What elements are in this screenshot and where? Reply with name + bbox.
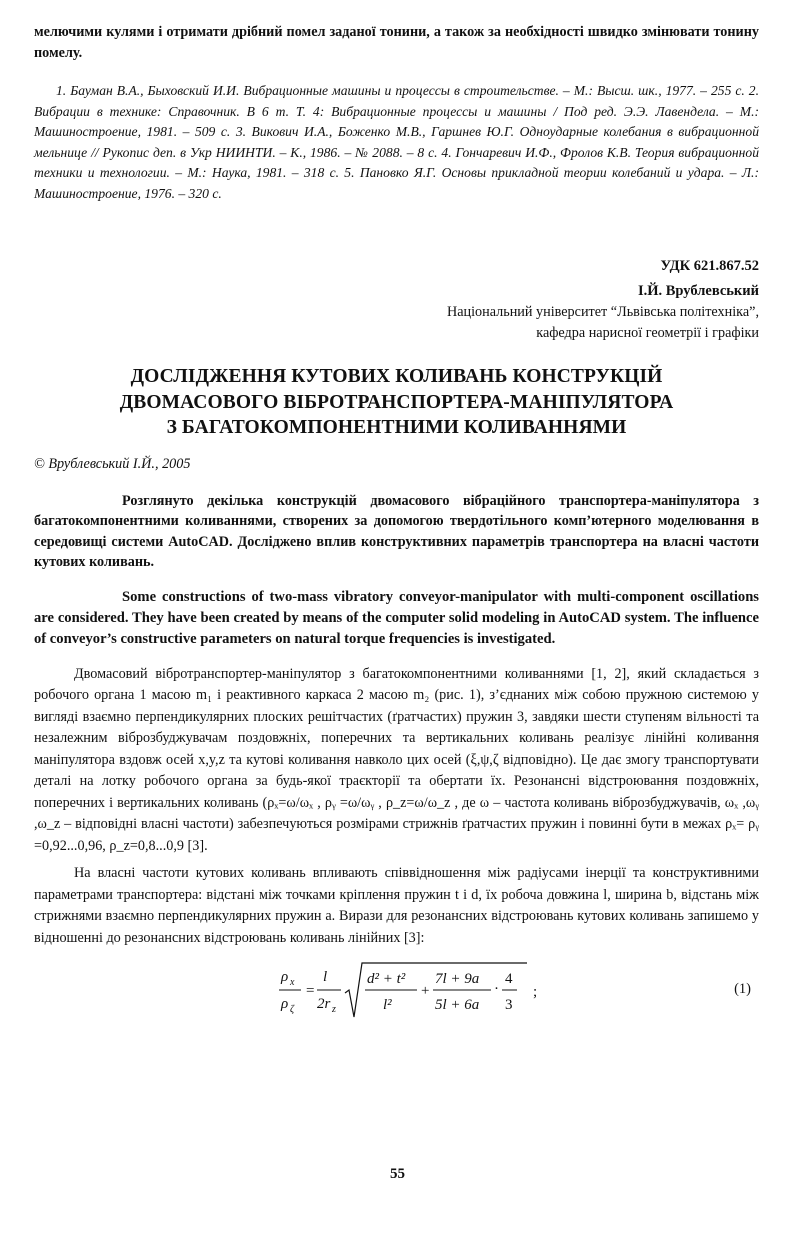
formula-coef-denominator-sub: z	[332, 1004, 336, 1015]
body-paragraph-1: Двомасовий вібротранспортер-маніпулятор з багатокомпонентними коливаннями [1, 2], який складається з робочого органа 1 масою m₁ і реактивного каркаса 2 масою m₂ (рис. 1), з’єднаних між собою пружною системою у вигляді взаємно перпендикулярних плоских решітчастих (ґратчастих) пружин 3, завдяки шести ступеням вільності та незалежним віброзбуджувачам поздовжніх, поперечних та вертикальних коливань реалізує лінійні коливання маніпулятора вздовж осей x,y,z та кутові коливання навколо цих осей (ξ,ψ,ζ відповідно). Це дає змогу транспортувати деталі на лотку робочого органа за будь-якої траєкторії та обертати їх. Резонансні відстроювання поздовжніх, поперечних і вертикальних коливань (ρₓ=ω/ωₓ , ρᵧ =ω/ωᵧ , ρ_z=ω/ω_z , де ω – частота коливань віброзбуджувачів, ωₓ ,ωᵧ ,ω_z – відповідні власні частоти) забезпечуються розмірами стрижнів ґратчастих пружин і повинні бути в межах ρₓ= ρᵧ =0,92...0,96, ρ_z=0,8...0,9 [3].	[34, 665, 759, 854]
title-line-3: З БАГАТОКОМПОНЕНТНИМИ КОЛИВАННЯМИ	[166, 417, 627, 438]
formula-lhs-denominator: ρ	[281, 996, 289, 1012]
formula-frac1-denominator: l²	[383, 997, 392, 1013]
page-number: 55	[390, 1166, 405, 1182]
references-list: 1. Бауман В.А., Быховский И.И. Вибрационные машины и процессы в строительстве. – М.: Высш. шк., 1977. – 255 с. 2. Вибрации в технике: Справочник. В 6 т. Т. 4: Вибрационные процессы и машины / Под ред. Э.Э. Лавендела. – М.: Машиностроение, 1981. – 509 с. 3. Викович И.А., Боженко М.В., Гаршнев Ю.Г. Одноударные колебания в вибрационной мельнице // Рукопис деп. в Укр НИИНТИ. – К., 1986. – № 2088. – 8 с. 4. Гончаревич И.Ф., Фролов К.В. Теория вибрационной техники и технологии. – М.: Наука, 1981. – 318 с. 5. Пановко Я.Г. Основы прикладной теории колебаний и удара. – Л.: Машиностроение, 1976. – 320 с.	[34, 83, 759, 201]
article-title	[34, 364, 759, 441]
formula-frac2-denominator: 5l + 6a	[435, 997, 480, 1013]
formula-plus: +	[421, 983, 430, 999]
affiliation-university: Національний університет “Львівська політехніка”,	[446, 304, 759, 320]
equation-number: (1)	[734, 981, 751, 997]
abstract-english: Some constructions of two-mass vibratory conveyor-manipulator with multi-component oscillations are considered. They have been created by means of the computer solid modeling in AutoCAD system. The influence of conveyor’s constructive parameters on natural torque frequencies is investigated.	[34, 588, 759, 647]
body-paragraph-2: На власні частоти кутових коливань впливають співвідношення між радіусами інерції та конструктивними параметрами транспортера: відстані між точками кріплення пружин t і d, їх робоча довжина l, ширина b, відстань між стрижнями взаємно перпендикулярних пружин a. Вирази для резонансних відстроювань кутових коливань запишемо у відношенні до резонансних відстроювань коливань лінійних [3]:	[34, 865, 759, 946]
title-line-2: ДВОМАСОВОГО ВІБРОТРАНСПОРТЕРА-МАНІПУЛЯТОРА	[119, 391, 674, 413]
affiliation-department: кафедра нарисної геометрії і графіки	[536, 325, 759, 341]
previous-article-ending: мелючими кулями і отримати дрібний помел заданої тонини, а також за необхідності швидко змінювати тонину помелу.	[34, 24, 759, 61]
title-line-1: ДОСЛІДЖЕННЯ КУТОВИХ КОЛИВАНЬ КОНСТРУКЦІЙ	[130, 366, 663, 387]
formula-semicolon: ;	[533, 984, 538, 1000]
author-name: І.Й. Врублевський	[637, 283, 759, 299]
udc-code: УДК 621.867.52	[660, 258, 759, 274]
formula-frac3-numerator: 4	[505, 971, 513, 987]
formula-coef-denominator: 2r	[317, 996, 331, 1012]
formula-lhs-numerator: ρ	[281, 969, 289, 985]
formula-svg	[279, 959, 559, 1025]
formula-lhs-numerator-sub: x	[290, 977, 295, 988]
formula-multiply-dot: ·	[494, 981, 499, 997]
formula-frac3-denominator: 3	[505, 997, 513, 1013]
equation-1	[34, 957, 759, 1027]
copyright-line: © Врублевський І.Й., 2005	[34, 455, 191, 472]
formula-lhs-denominator-sub: ζ	[290, 1004, 295, 1015]
article-page	[34, 22, 759, 1027]
formula-coef-numerator: l	[323, 969, 328, 985]
formula-frac2-numerator: 7l + 9a	[435, 971, 480, 987]
formula-frac1-numerator: d² + t²	[367, 971, 406, 987]
formula-equals: =	[306, 983, 315, 999]
abstract-ukrainian: Розглянуто декілька конструкцій двомасового вібраційного транспортера-маніпулятора з багатокомпонентними коливаннями, створених за допомогою твердотільного комп’ютерного моделювання в середовищі системи AutoCAD. Досліджено вплив конструктивних параметрів транспортера на власні частоти кутових коливань.	[34, 492, 759, 570]
